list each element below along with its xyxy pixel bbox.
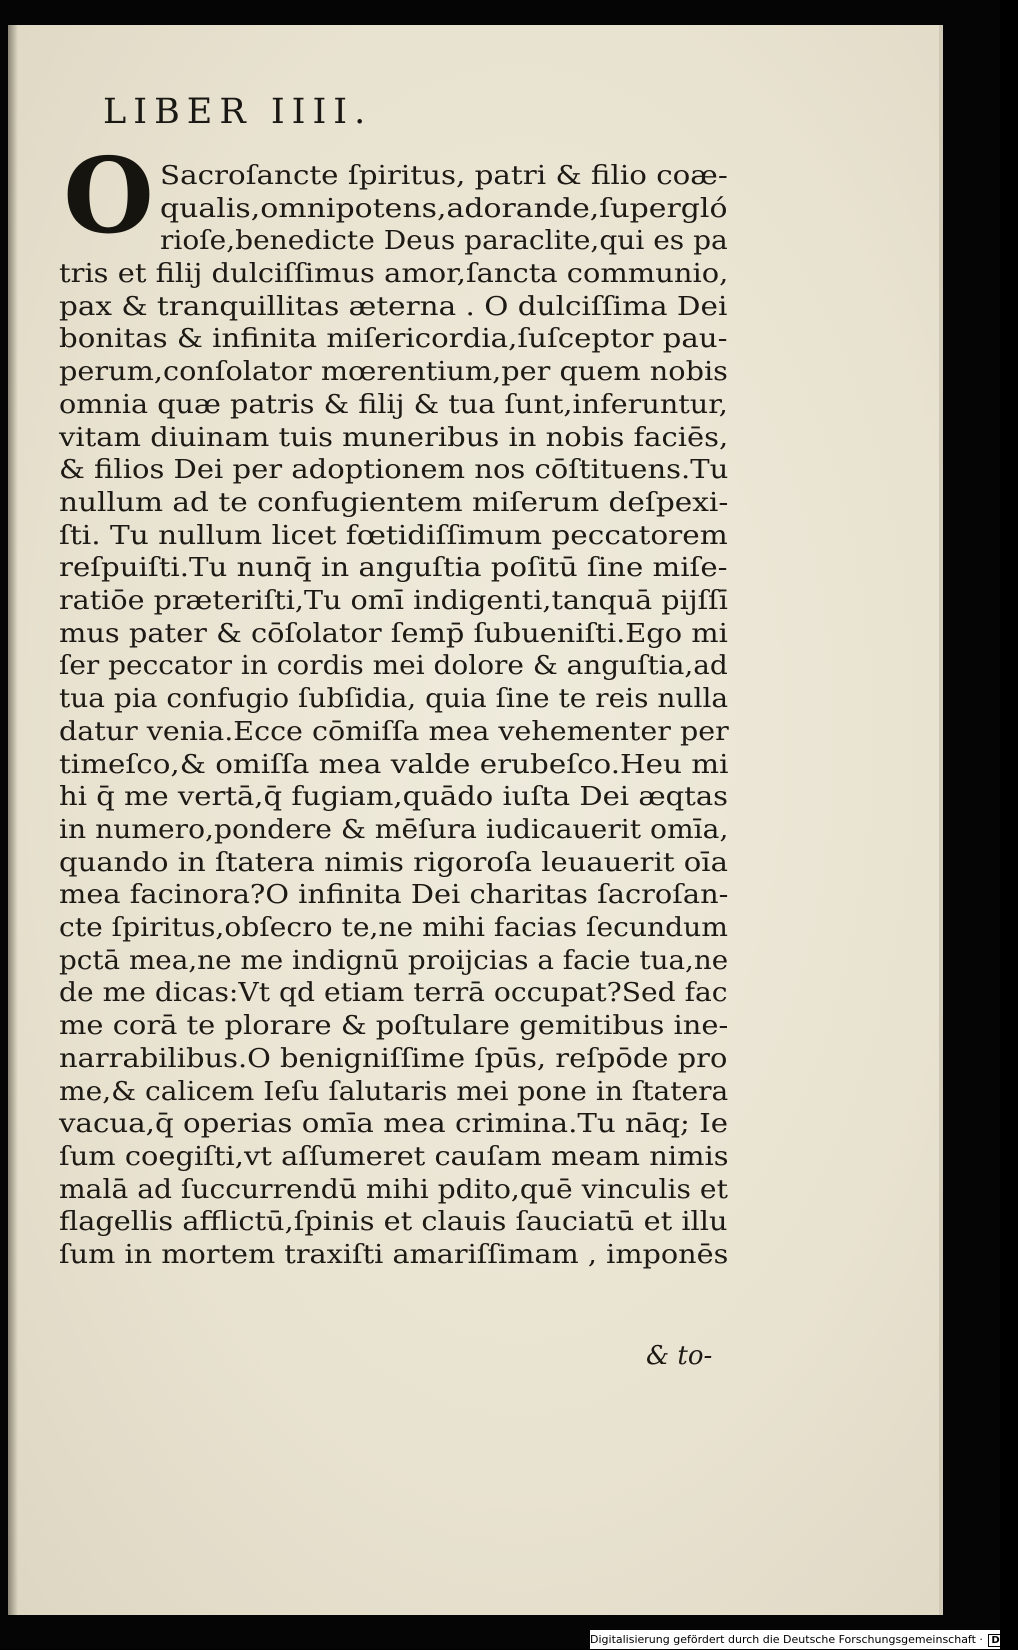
text-line: mea facinora?O infinita Dei charitas ſacroſan- — [59, 879, 729, 910]
text-line: tris et filij dulciſſimus amor,ſancta communio, — [59, 258, 729, 289]
text-line: bonitas & infinita miſericordia,ſuſceptor pau- — [59, 323, 728, 354]
text-line: Sacroſancte ſpiritus, patri & filio coæ- — [160, 160, 728, 191]
text-line: nullum ad te confugientem miſerum deſpexi- — [59, 487, 729, 518]
text-line: reſpuiſti.Tu nunq̄ in anguſtia poſitū ſine miſe- — [59, 552, 728, 583]
text-line: qualis,omnipotens,adorande,ſupergló — [160, 193, 728, 224]
text-line: rioſe,benedicte Deus paraclite,qui es pa — [160, 225, 728, 256]
text-line: ſti. Tu nullum licet fœtidiſſimum peccatorem — [59, 520, 728, 551]
text-line: ſum in mortem traxiſti amariſſimam , imponēs — [59, 1239, 729, 1270]
text-line: me,& calicem Ieſu ſalutaris mei pone in ſtatera — [59, 1076, 729, 1107]
text-line: me corā te plorare & poſtulare gemitibus ine- — [59, 1010, 729, 1041]
text-line: ratiōe præteriſti,Tu omī indigenti,tanquā pijſſī — [59, 585, 728, 616]
catchword: & to- — [646, 1341, 713, 1371]
credit-text: Digitalisierung gefördert durch die Deutsche Forschungsgemeinschaft · — [590, 1633, 983, 1646]
text-line: ſer peccator in cordis mei dolore & anguſtia,ad — [59, 650, 728, 681]
text-line: quando in ſtatera nimis rigoroſa leuauerit oīa — [59, 847, 728, 878]
text-line: & filios Dei per adoptionem nos cōſtituens.Tu — [59, 454, 729, 485]
text-line: tua pia confugio ſubſidia, quia ſine te reis nulla — [59, 683, 729, 714]
text-line: ſum coegiſti,vt aſſumeret cauſam meam nimis — [59, 1141, 729, 1172]
text-line: vitam diuinam tuis muneribus in nobis faciēs, — [59, 422, 729, 453]
text-line: cte ſpiritus,obſecro te,ne mihi facias ſecundum — [59, 912, 728, 943]
text-line: timeſco,& omiſſa mea valde erubeſco.Heu mi — [59, 749, 729, 780]
text-line: perum,conſolator mœrentium,per quem nobis — [59, 356, 728, 387]
text-line: omnia quæ patris & filij & tua ſunt,inferuntur, — [59, 389, 728, 420]
text-line: pctā mea,ne me indignū proijcias a facie tua,ne — [59, 945, 729, 976]
text-line: vacua,q̄ operias omīa mea crimina.Tu nāq; Ie — [59, 1108, 729, 1139]
text-line: flagellis afflictū,ſpinis et clauis ſauciatū et illu — [59, 1206, 728, 1237]
digitization-credit — [590, 1630, 1015, 1649]
dfg-logo: DFG — [988, 1634, 1017, 1647]
text-line: de me dicas:Vt qd etiam terrā occupat?Sed fac — [59, 977, 728, 1008]
text-line: narrabilibus.O benigniſſime ſpūs, reſpōde pro — [59, 1043, 728, 1074]
text-line: mus pater & cōſolator ſemp̄ ſubueniſti.Ego mi — [59, 618, 728, 649]
text-line: in numero,pondere & mēſura iudicauerit omīa, — [59, 814, 729, 845]
text-line: malā ad ſuccurrendū mihi pdito,quē vinculis et — [59, 1174, 728, 1205]
text-line: pax & tranquillitas æterna . O dulciſſima Dei — [59, 291, 728, 322]
page-gutter-shadow — [8, 25, 18, 1615]
text-line: datur venia.Ecce cōmiſſa mea vehementer per — [59, 716, 729, 747]
drop-cap: O — [63, 134, 154, 257]
text-line: hi q̄ me vertā,q̄ fugiam,quādo iuſta Dei æqtas — [59, 781, 729, 812]
running-head: LIBER IIII. — [103, 92, 373, 132]
